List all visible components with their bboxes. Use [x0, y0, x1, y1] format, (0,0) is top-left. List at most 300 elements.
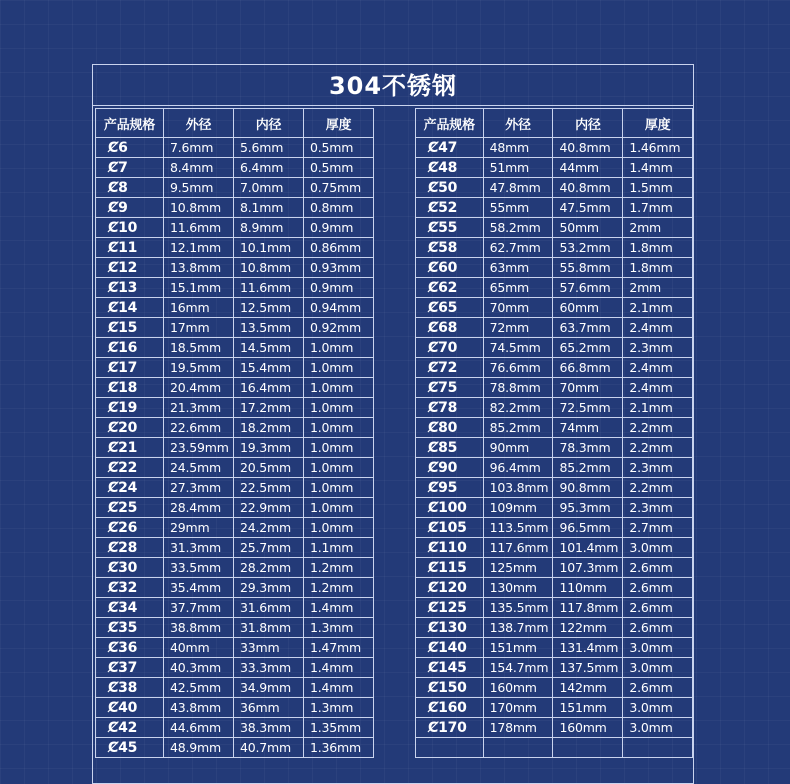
thickness-cell: 1.1mm: [304, 538, 374, 558]
thickness-cell: 3.0mm: [623, 698, 693, 718]
inner-diameter-cell: 33mm: [234, 638, 304, 658]
thickness-cell: 2.3mm: [623, 458, 693, 478]
outer-diameter-cell: 113.5mm: [483, 518, 553, 538]
inner-diameter-cell: 8.1mm: [234, 198, 304, 218]
table-row: [416, 458, 693, 478]
outer-diameter-cell: 12.1mm: [164, 238, 234, 258]
spec-cell: Ȼ6: [96, 138, 164, 158]
spec-cell: Ȼ150: [416, 678, 484, 698]
thickness-cell: 1.0mm: [304, 398, 374, 418]
spec-cell: Ȼ8: [96, 178, 164, 198]
table-row: [96, 558, 374, 578]
inner-diameter-cell: 22.9mm: [234, 498, 304, 518]
outer-diameter-cell: 40mm: [164, 638, 234, 658]
header-spec: 产品规格: [416, 109, 484, 138]
thickness-cell: 1.35mm: [304, 718, 374, 738]
spec-cell: Ȼ32: [96, 578, 164, 598]
spec-cell: Ȼ140: [416, 638, 484, 658]
spec-cell: Ȼ80: [416, 418, 484, 438]
spec-cell: Ȼ30: [96, 558, 164, 578]
table-row: [416, 378, 693, 398]
thickness-cell: 1.3mm: [304, 618, 374, 638]
table-row: [416, 498, 693, 518]
thickness-cell: 3.0mm: [623, 718, 693, 738]
outer-diameter-cell: 62.7mm: [483, 238, 553, 258]
thickness-cell: 2.3mm: [623, 498, 693, 518]
inner-diameter-cell: 14.5mm: [234, 338, 304, 358]
table-row: [416, 358, 693, 378]
header-spec: 产品规格: [96, 109, 164, 138]
table-row: [416, 478, 693, 498]
outer-diameter-cell: 151mm: [483, 638, 553, 658]
thickness-cell: 2.6mm: [623, 558, 693, 578]
inner-diameter-cell: 72.5mm: [553, 398, 623, 418]
inner-diameter-cell: 137.5mm: [553, 658, 623, 678]
header-inner-diameter: 内径: [553, 109, 623, 138]
table-row: [416, 278, 693, 298]
spec-cell: Ȼ10: [96, 218, 164, 238]
spec-cell: Ȼ12: [96, 258, 164, 278]
inner-diameter-cell: 15.4mm: [234, 358, 304, 378]
inner-diameter-cell: 28.2mm: [234, 558, 304, 578]
table-row: [96, 278, 374, 298]
table-row: [416, 618, 693, 638]
table-row: [416, 538, 693, 558]
spec-cell: Ȼ58: [416, 238, 484, 258]
thickness-cell: 0.5mm: [304, 138, 374, 158]
thickness-cell: 2.4mm: [623, 318, 693, 338]
outer-diameter-cell: 10.8mm: [164, 198, 234, 218]
inner-diameter-cell: 34.9mm: [234, 678, 304, 698]
spec-cell: Ȼ85: [416, 438, 484, 458]
spec-cell: Ȼ38: [96, 678, 164, 698]
spec-cell: Ȼ25: [96, 498, 164, 518]
inner-diameter-cell: 160mm: [553, 718, 623, 738]
spec-cell: Ȼ55: [416, 218, 484, 238]
outer-diameter-cell: 27.3mm: [164, 478, 234, 498]
table-row: [96, 298, 374, 318]
table-row: [416, 698, 693, 718]
table-row: [96, 138, 374, 158]
spec-cell: Ȼ40: [96, 698, 164, 718]
spec-cell: Ȼ170: [416, 718, 484, 738]
table-row: [96, 158, 374, 178]
inner-diameter-cell: 17.2mm: [234, 398, 304, 418]
inner-diameter-cell: 33.3mm: [234, 658, 304, 678]
spec-cell: Ȼ70: [416, 338, 484, 358]
header-outer-diameter: 外径: [164, 109, 234, 138]
table-row: [416, 678, 693, 698]
inner-diameter-cell: 19.3mm: [234, 438, 304, 458]
thickness-cell: 2.6mm: [623, 618, 693, 638]
table-row: [96, 678, 374, 698]
inner-diameter-cell: 107.3mm: [553, 558, 623, 578]
inner-diameter-cell: 10.1mm: [234, 238, 304, 258]
spec-cell: Ȼ110: [416, 538, 484, 558]
table-row: [416, 298, 693, 318]
table-row: [96, 438, 374, 458]
thickness-cell: 1.0mm: [304, 518, 374, 538]
thickness-cell: 2.1mm: [623, 398, 693, 418]
table-header-row: [96, 109, 374, 138]
table-row: [96, 238, 374, 258]
spec-cell: Ȼ13: [96, 278, 164, 298]
spec-cell: Ȼ15: [96, 318, 164, 338]
thickness-cell: 1.2mm: [304, 558, 374, 578]
thickness-cell: 1.4mm: [304, 678, 374, 698]
outer-diameter-cell: 78.8mm: [483, 378, 553, 398]
inner-diameter-cell: 60mm: [553, 298, 623, 318]
spec-table-right: [415, 108, 693, 758]
table-row: [416, 638, 693, 658]
inner-diameter-cell: 36mm: [234, 698, 304, 718]
thickness-cell: 2.4mm: [623, 358, 693, 378]
inner-diameter-cell: 5.6mm: [234, 138, 304, 158]
outer-diameter-cell: 70mm: [483, 298, 553, 318]
spec-cell: Ȼ68: [416, 318, 484, 338]
outer-diameter-cell: 65mm: [483, 278, 553, 298]
outer-diameter-cell: 82.2mm: [483, 398, 553, 418]
thickness-cell: 1.0mm: [304, 478, 374, 498]
spec-cell: Ȼ115: [416, 558, 484, 578]
spec-cell: Ȼ9: [96, 198, 164, 218]
spec-cell: Ȼ11: [96, 238, 164, 258]
inner-diameter-cell: 25.7mm: [234, 538, 304, 558]
spec-cell: Ȼ22: [96, 458, 164, 478]
thickness-cell: 3.0mm: [623, 538, 693, 558]
inner-diameter-cell: 151mm: [553, 698, 623, 718]
inner-diameter-cell: 63.7mm: [553, 318, 623, 338]
table-row: [416, 658, 693, 678]
spec-cell: Ȼ26: [96, 518, 164, 538]
table-row: [416, 738, 693, 758]
table-row: [96, 498, 374, 518]
spec-cell: Ȼ65: [416, 298, 484, 318]
table-row: [416, 718, 693, 738]
inner-diameter-cell: 12.5mm: [234, 298, 304, 318]
table-row: [416, 138, 693, 158]
outer-diameter-cell: 23.59mm: [164, 438, 234, 458]
inner-diameter-cell: 29.3mm: [234, 578, 304, 598]
table-row: [416, 158, 693, 178]
table-row: [416, 578, 693, 598]
inner-diameter-cell: 70mm: [553, 378, 623, 398]
inner-diameter-cell: 7.0mm: [234, 178, 304, 198]
table-header-row: [416, 109, 693, 138]
outer-diameter-cell: 44.6mm: [164, 718, 234, 738]
spec-cell: Ȼ45: [96, 738, 164, 758]
thickness-cell: 3.0mm: [623, 658, 693, 678]
outer-diameter-cell: 170mm: [483, 698, 553, 718]
table-row: [96, 318, 374, 338]
outer-diameter-cell: 11.6mm: [164, 218, 234, 238]
inner-diameter-cell: 40.8mm: [553, 138, 623, 158]
thickness-cell: 2.2mm: [623, 418, 693, 438]
outer-diameter-cell: 17mm: [164, 318, 234, 338]
table-row: [96, 458, 374, 478]
thickness-cell: 0.5mm: [304, 158, 374, 178]
table-row: [416, 198, 693, 218]
table-row: [416, 398, 693, 418]
table-row: [416, 558, 693, 578]
thickness-cell: 3.0mm: [623, 638, 693, 658]
inner-diameter-cell: 66.8mm: [553, 358, 623, 378]
thickness-cell: 1.0mm: [304, 458, 374, 478]
table-row: [416, 338, 693, 358]
inner-diameter-cell: 53.2mm: [553, 238, 623, 258]
thickness-cell: 1.7mm: [623, 198, 693, 218]
table-row: [96, 618, 374, 638]
header-outer-diameter: 外径: [483, 109, 553, 138]
table-row: [416, 518, 693, 538]
outer-diameter-cell: 178mm: [483, 718, 553, 738]
spec-cell: Ȼ125: [416, 598, 484, 618]
outer-diameter-cell: 9.5mm: [164, 178, 234, 198]
thickness-cell: 0.93mm: [304, 258, 374, 278]
outer-diameter-cell: 40.3mm: [164, 658, 234, 678]
spec-cell: Ȼ36: [96, 638, 164, 658]
inner-diameter-cell: 40.8mm: [553, 178, 623, 198]
spec-cell: Ȼ42: [96, 718, 164, 738]
table-row: [96, 578, 374, 598]
table-row: [416, 418, 693, 438]
table-row: [96, 598, 374, 618]
table-row: [96, 538, 374, 558]
outer-diameter-cell: 18.5mm: [164, 338, 234, 358]
inner-diameter-cell: 101.4mm: [553, 538, 623, 558]
table-row: [96, 198, 374, 218]
thickness-cell: 2.4mm: [623, 378, 693, 398]
outer-diameter-cell: 74.5mm: [483, 338, 553, 358]
spec-sheet: [92, 64, 694, 784]
table-row: [96, 218, 374, 238]
inner-diameter-cell: 10.8mm: [234, 258, 304, 278]
table-row: [96, 638, 374, 658]
outer-diameter-cell: 8.4mm: [164, 158, 234, 178]
inner-diameter-cell: 110mm: [553, 578, 623, 598]
table-row: [96, 258, 374, 278]
thickness-cell: 1.8mm: [623, 238, 693, 258]
thickness-cell: 1.36mm: [304, 738, 374, 758]
inner-diameter-cell: 11.6mm: [234, 278, 304, 298]
outer-diameter-cell: 58.2mm: [483, 218, 553, 238]
table-row: [96, 378, 374, 398]
inner-diameter-cell: 85.2mm: [553, 458, 623, 478]
spec-cell: Ȼ18: [96, 378, 164, 398]
spec-cell: Ȼ16: [96, 338, 164, 358]
outer-diameter-cell: 109mm: [483, 498, 553, 518]
outer-diameter-cell: 154.7mm: [483, 658, 553, 678]
inner-diameter-cell: 57.6mm: [553, 278, 623, 298]
thickness-cell: 0.9mm: [304, 278, 374, 298]
thickness-cell: 1.5mm: [623, 178, 693, 198]
inner-diameter-cell: 55.8mm: [553, 258, 623, 278]
spec-cell: Ȼ52: [416, 198, 484, 218]
spec-cell: Ȼ17: [96, 358, 164, 378]
outer-diameter-cell: 16mm: [164, 298, 234, 318]
outer-diameter-cell: 47.8mm: [483, 178, 553, 198]
outer-diameter-cell: 130mm: [483, 578, 553, 598]
inner-diameter-cell: 50mm: [553, 218, 623, 238]
thickness-cell: 1.0mm: [304, 338, 374, 358]
inner-diameter-cell: 24.2mm: [234, 518, 304, 538]
outer-diameter-cell: 15.1mm: [164, 278, 234, 298]
thickness-cell: 2.3mm: [623, 338, 693, 358]
thickness-cell: 2mm: [623, 218, 693, 238]
spec-cell: Ȼ62: [416, 278, 484, 298]
inner-diameter-cell: 142mm: [553, 678, 623, 698]
outer-diameter-cell: 55mm: [483, 198, 553, 218]
thickness-cell: 1.0mm: [304, 358, 374, 378]
outer-diameter-cell: 20.4mm: [164, 378, 234, 398]
table-row: [416, 438, 693, 458]
spec-cell: Ȼ60: [416, 258, 484, 278]
thickness-cell: 2.6mm: [623, 578, 693, 598]
spec-cell: [416, 738, 484, 758]
header-thickness: 厚度: [623, 109, 693, 138]
spec-cell: Ȼ130: [416, 618, 484, 638]
outer-diameter-cell: 35.4mm: [164, 578, 234, 598]
inner-diameter-cell: 13.5mm: [234, 318, 304, 338]
outer-diameter-cell: 33.5mm: [164, 558, 234, 578]
spec-cell: Ȼ34: [96, 598, 164, 618]
outer-diameter-cell: 13.8mm: [164, 258, 234, 278]
thickness-cell: 1.0mm: [304, 378, 374, 398]
thickness-cell: 1.4mm: [304, 658, 374, 678]
table-row: [96, 338, 374, 358]
thickness-cell: 2mm: [623, 278, 693, 298]
outer-diameter-cell: 48mm: [483, 138, 553, 158]
thickness-cell: 2.1mm: [623, 298, 693, 318]
thickness-cell: 1.0mm: [304, 498, 374, 518]
inner-diameter-cell: 74mm: [553, 418, 623, 438]
table-row: [416, 238, 693, 258]
header-thickness: 厚度: [304, 109, 374, 138]
outer-diameter-cell: 22.6mm: [164, 418, 234, 438]
outer-diameter-cell: 43.8mm: [164, 698, 234, 718]
outer-diameter-cell: 38.8mm: [164, 618, 234, 638]
outer-diameter-cell: [483, 738, 553, 758]
inner-diameter-cell: 90.8mm: [553, 478, 623, 498]
table-row: [96, 398, 374, 418]
spec-cell: Ȼ37: [96, 658, 164, 678]
table-row: [96, 658, 374, 678]
outer-diameter-cell: 51mm: [483, 158, 553, 178]
inner-diameter-cell: 122mm: [553, 618, 623, 638]
outer-diameter-cell: 125mm: [483, 558, 553, 578]
spec-cell: Ȼ120: [416, 578, 484, 598]
spec-cell: Ȼ75: [416, 378, 484, 398]
outer-diameter-cell: 31.3mm: [164, 538, 234, 558]
outer-diameter-cell: 160mm: [483, 678, 553, 698]
spec-cell: Ȼ7: [96, 158, 164, 178]
spec-cell: Ȼ72: [416, 358, 484, 378]
table-row: [96, 418, 374, 438]
inner-diameter-cell: 117.8mm: [553, 598, 623, 618]
thickness-cell: 0.86mm: [304, 238, 374, 258]
spec-cell: Ȼ50: [416, 178, 484, 198]
outer-diameter-cell: 76.6mm: [483, 358, 553, 378]
inner-diameter-cell: 96.5mm: [553, 518, 623, 538]
outer-diameter-cell: 63mm: [483, 258, 553, 278]
thickness-cell: 2.6mm: [623, 598, 693, 618]
outer-diameter-cell: 117.6mm: [483, 538, 553, 558]
inner-diameter-cell: 22.5mm: [234, 478, 304, 498]
outer-diameter-cell: 138.7mm: [483, 618, 553, 638]
spec-cell: Ȼ160: [416, 698, 484, 718]
spec-cell: Ȼ20: [96, 418, 164, 438]
thickness-cell: 0.94mm: [304, 298, 374, 318]
inner-diameter-cell: 31.6mm: [234, 598, 304, 618]
inner-diameter-cell: 44mm: [553, 158, 623, 178]
spec-cell: Ȼ47: [416, 138, 484, 158]
inner-diameter-cell: 8.9mm: [234, 218, 304, 238]
inner-diameter-cell: 47.5mm: [553, 198, 623, 218]
inner-diameter-cell: 78.3mm: [553, 438, 623, 458]
outer-diameter-cell: 90mm: [483, 438, 553, 458]
outer-diameter-cell: 24.5mm: [164, 458, 234, 478]
inner-diameter-cell: 6.4mm: [234, 158, 304, 178]
inner-diameter-cell: 131.4mm: [553, 638, 623, 658]
outer-diameter-cell: 42.5mm: [164, 678, 234, 698]
spec-cell: Ȼ28: [96, 538, 164, 558]
outer-diameter-cell: 29mm: [164, 518, 234, 538]
table-row: [96, 478, 374, 498]
table-row: [96, 358, 374, 378]
spec-cell: Ȼ90: [416, 458, 484, 478]
spec-cell: Ȼ78: [416, 398, 484, 418]
thickness-cell: 1.0mm: [304, 418, 374, 438]
outer-diameter-cell: 85.2mm: [483, 418, 553, 438]
thickness-cell: 0.92mm: [304, 318, 374, 338]
inner-diameter-cell: 95.3mm: [553, 498, 623, 518]
spec-cell: Ȼ19: [96, 398, 164, 418]
spec-cell: Ȼ100: [416, 498, 484, 518]
thickness-cell: 2.7mm: [623, 518, 693, 538]
table-row: [96, 738, 374, 758]
table-row: [416, 258, 693, 278]
thickness-cell: 0.75mm: [304, 178, 374, 198]
header-inner-diameter: 内径: [234, 109, 304, 138]
table-row: [96, 718, 374, 738]
thickness-cell: 1.2mm: [304, 578, 374, 598]
table-row: [96, 518, 374, 538]
thickness-cell: 0.9mm: [304, 218, 374, 238]
outer-diameter-cell: 72mm: [483, 318, 553, 338]
thickness-cell: 0.8mm: [304, 198, 374, 218]
inner-diameter-cell: 38.3mm: [234, 718, 304, 738]
outer-diameter-cell: 48.9mm: [164, 738, 234, 758]
outer-diameter-cell: 135.5mm: [483, 598, 553, 618]
thickness-cell: 1.4mm: [623, 158, 693, 178]
outer-diameter-cell: 37.7mm: [164, 598, 234, 618]
outer-diameter-cell: 19.5mm: [164, 358, 234, 378]
spec-cell: Ȼ24: [96, 478, 164, 498]
thickness-cell: 1.46mm: [623, 138, 693, 158]
table-row: [96, 178, 374, 198]
thickness-cell: 1.3mm: [304, 698, 374, 718]
inner-diameter-cell: [553, 738, 623, 758]
spec-cell: Ȼ105: [416, 518, 484, 538]
spec-cell: Ȼ35: [96, 618, 164, 638]
page-title: 304不锈钢: [93, 65, 693, 106]
spec-cell: Ȼ14: [96, 298, 164, 318]
spec-cell: Ȼ145: [416, 658, 484, 678]
spec-table-left: [95, 108, 374, 758]
outer-diameter-cell: 7.6mm: [164, 138, 234, 158]
outer-diameter-cell: 103.8mm: [483, 478, 553, 498]
inner-diameter-cell: 65.2mm: [553, 338, 623, 358]
